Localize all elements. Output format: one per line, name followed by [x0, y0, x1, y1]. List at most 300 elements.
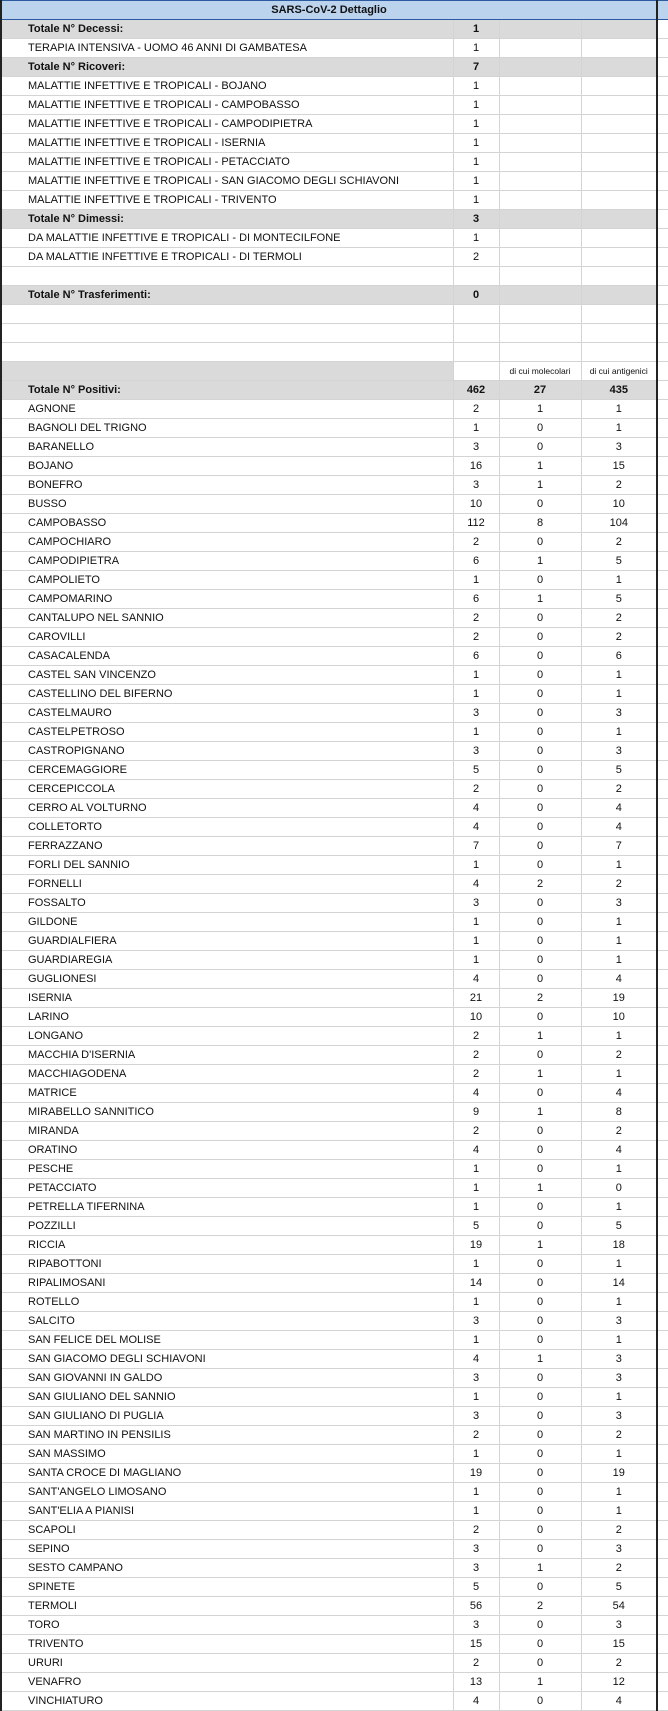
municipality-antigen: 5	[581, 1217, 657, 1236]
municipality-name: PETACCIATO	[1, 1179, 453, 1198]
municipality-total: 6	[453, 647, 499, 666]
municipality-row	[1, 856, 668, 875]
municipality-molecular: 0	[499, 913, 581, 932]
municipality-molecular: 0	[499, 970, 581, 989]
municipality-name: LONGANO	[1, 1027, 453, 1046]
cell-empty	[657, 153, 668, 172]
cell-empty	[657, 438, 668, 457]
municipality-row	[1, 970, 668, 989]
municipality-row	[1, 419, 668, 438]
municipality-row	[1, 590, 668, 609]
municipality-molecular: 0	[499, 894, 581, 913]
municipality-row	[1, 894, 668, 913]
municipality-name: MACCHIA D'ISERNIA	[1, 1046, 453, 1065]
deaths-item-row	[1, 39, 668, 58]
municipality-antigen: 1	[581, 1160, 657, 1179]
municipality-name: PESCHE	[1, 1160, 453, 1179]
discharged-item-name: DA MALATTIE INFETTIVE E TROPICALI - DI TERMOLI	[1, 248, 453, 267]
cell-empty	[657, 324, 668, 343]
cell-empty	[657, 1692, 668, 1711]
cell-empty	[657, 191, 668, 210]
cell-empty	[499, 248, 581, 267]
municipality-antigen: 1	[581, 685, 657, 704]
municipality-antigen: 2	[581, 1122, 657, 1141]
municipality-molecular: 1	[499, 1103, 581, 1122]
municipality-total: 1	[453, 932, 499, 951]
municipality-molecular: 1	[499, 1350, 581, 1369]
municipality-total: 10	[453, 1008, 499, 1027]
municipality-antigen: 3	[581, 1350, 657, 1369]
cell-empty	[657, 818, 668, 837]
municipality-row	[1, 723, 668, 742]
positives-total-label: Totale N° Positivi:	[1, 381, 453, 400]
cell-empty	[581, 58, 657, 77]
hospitalized-item-row	[1, 77, 668, 96]
municipality-total: 1	[453, 419, 499, 438]
municipality-name: SANT'ANGELO LIMOSANO	[1, 1483, 453, 1502]
cell-empty	[657, 685, 668, 704]
cell-empty	[499, 96, 581, 115]
cell-empty	[657, 1084, 668, 1103]
municipality-antigen: 5	[581, 552, 657, 571]
deaths-total-value: 1	[453, 20, 499, 39]
municipality-total: 2	[453, 628, 499, 647]
cell-empty	[657, 723, 668, 742]
municipality-name: MIRABELLO SANNITICO	[1, 1103, 453, 1122]
municipality-row	[1, 1483, 668, 1502]
municipality-antigen: 1	[581, 1331, 657, 1350]
municipality-molecular: 0	[499, 799, 581, 818]
cell-empty	[657, 1274, 668, 1293]
municipality-total: 3	[453, 1540, 499, 1559]
cell-empty	[657, 419, 668, 438]
municipality-antigen: 0	[581, 1179, 657, 1198]
municipality-total: 1	[453, 1160, 499, 1179]
cell-empty	[657, 1255, 668, 1274]
municipality-name: SAN FELICE DEL MOLISE	[1, 1331, 453, 1350]
cell-empty	[657, 552, 668, 571]
municipality-row	[1, 932, 668, 951]
municipality-antigen: 6	[581, 647, 657, 666]
municipality-total: 1	[453, 1198, 499, 1217]
municipality-antigen: 4	[581, 1141, 657, 1160]
municipality-row	[1, 495, 668, 514]
municipality-molecular: 0	[499, 1217, 581, 1236]
municipality-name: CAMPODIPIETRA	[1, 552, 453, 571]
hospitalized-item-count: 1	[453, 153, 499, 172]
municipality-molecular: 2	[499, 989, 581, 1008]
municipality-antigen: 3	[581, 742, 657, 761]
spacer-row	[1, 324, 668, 343]
municipality-molecular: 1	[499, 590, 581, 609]
municipality-total: 2	[453, 1521, 499, 1540]
cell-empty	[657, 1122, 668, 1141]
municipality-antigen: 5	[581, 1578, 657, 1597]
municipality-total: 10	[453, 495, 499, 514]
cell-empty	[657, 1426, 668, 1445]
municipality-total: 2	[453, 1065, 499, 1084]
municipality-name: CERCEMAGGIORE	[1, 761, 453, 780]
municipality-antigen: 1	[581, 723, 657, 742]
municipality-row	[1, 1255, 668, 1274]
municipality-antigen: 4	[581, 818, 657, 837]
municipality-total: 4	[453, 875, 499, 894]
discharged-total-label: Totale N° Dimessi:	[1, 210, 453, 229]
discharged-total-value: 3	[453, 210, 499, 229]
hospitalized-item-row	[1, 96, 668, 115]
municipality-molecular: 0	[499, 1331, 581, 1350]
municipality-molecular: 0	[499, 647, 581, 666]
municipality-antigen: 1	[581, 400, 657, 419]
cell-empty	[499, 134, 581, 153]
municipality-antigen: 18	[581, 1236, 657, 1255]
municipality-antigen: 4	[581, 799, 657, 818]
municipality-total: 9	[453, 1103, 499, 1122]
municipality-total: 1	[453, 1255, 499, 1274]
municipality-molecular: 0	[499, 571, 581, 590]
municipality-total: 2	[453, 1027, 499, 1046]
cell-empty	[657, 1293, 668, 1312]
cell-empty	[657, 1483, 668, 1502]
municipality-antigen: 3	[581, 1312, 657, 1331]
hospitalized-item-name: MALATTIE INFETTIVE E TROPICALI - CAMPOBASSO	[1, 96, 453, 115]
municipality-row	[1, 761, 668, 780]
municipality-molecular: 0	[499, 1426, 581, 1445]
municipality-molecular: 0	[499, 837, 581, 856]
transfers-total-label: Totale N° Trasferimenti:	[1, 286, 453, 305]
municipality-row	[1, 1521, 668, 1540]
municipality-total: 3	[453, 476, 499, 495]
municipality-total: 14	[453, 1274, 499, 1293]
cell-empty	[453, 324, 499, 343]
municipality-molecular: 0	[499, 1312, 581, 1331]
cell-empty	[499, 153, 581, 172]
municipality-antigen: 5	[581, 590, 657, 609]
cell-empty	[657, 742, 668, 761]
municipality-total: 1	[453, 1293, 499, 1312]
municipality-total: 1	[453, 1331, 499, 1350]
municipality-total: 5	[453, 1578, 499, 1597]
cell-empty	[453, 362, 499, 381]
cell-empty	[499, 172, 581, 191]
municipality-name: SAN GIULIANO DI PUGLIA	[1, 1407, 453, 1426]
municipality-total: 4	[453, 1350, 499, 1369]
municipality-total: 1	[453, 1388, 499, 1407]
municipality-antigen: 2	[581, 533, 657, 552]
municipality-row	[1, 1464, 668, 1483]
municipality-molecular: 1	[499, 400, 581, 419]
municipality-total: 6	[453, 590, 499, 609]
cell-empty	[657, 1141, 668, 1160]
municipality-total: 3	[453, 1312, 499, 1331]
cell-empty	[657, 875, 668, 894]
municipality-antigen: 2	[581, 780, 657, 799]
cell-empty	[657, 20, 668, 39]
municipality-total: 3	[453, 1407, 499, 1426]
municipality-antigen: 8	[581, 1103, 657, 1122]
municipality-total: 3	[453, 438, 499, 457]
cell-empty	[499, 305, 581, 324]
municipality-row	[1, 647, 668, 666]
municipality-row	[1, 1160, 668, 1179]
municipality-molecular: 0	[499, 495, 581, 514]
spacer-row	[1, 343, 668, 362]
municipality-name: CASTELMAURO	[1, 704, 453, 723]
municipality-molecular: 0	[499, 419, 581, 438]
deaths-item-name: TERAPIA INTENSIVA - UOMO 46 ANNI DI GAMBATESA	[1, 39, 453, 58]
hospitalized-item-count: 1	[453, 191, 499, 210]
municipality-total: 7	[453, 837, 499, 856]
cell-empty	[657, 932, 668, 951]
municipality-name: URURI	[1, 1654, 453, 1673]
municipality-molecular: 0	[499, 438, 581, 457]
municipality-molecular: 0	[499, 666, 581, 685]
municipality-molecular: 0	[499, 1502, 581, 1521]
cell-empty	[1, 267, 453, 286]
municipality-row	[1, 1274, 668, 1293]
municipality-total: 1	[453, 913, 499, 932]
municipality-name: FORLI DEL SANNIO	[1, 856, 453, 875]
municipality-molecular: 0	[499, 1198, 581, 1217]
municipality-name: CAMPOLIETO	[1, 571, 453, 590]
cell-empty	[657, 39, 668, 58]
municipality-name: SAN MARTINO IN PENSILIS	[1, 1426, 453, 1445]
cell-empty	[581, 229, 657, 248]
cell-empty	[657, 115, 668, 134]
municipality-name: SEPINO	[1, 1540, 453, 1559]
column-header-antigen: di cui antigenici	[581, 362, 657, 381]
municipality-antigen: 2	[581, 1654, 657, 1673]
municipality-total: 2	[453, 1654, 499, 1673]
municipality-name: VINCHIATURO	[1, 1692, 453, 1711]
municipality-row	[1, 476, 668, 495]
municipality-molecular: 1	[499, 1559, 581, 1578]
municipality-antigen: 1	[581, 951, 657, 970]
municipality-molecular: 1	[499, 457, 581, 476]
cell-empty	[657, 1198, 668, 1217]
municipality-total: 4	[453, 799, 499, 818]
municipality-antigen: 1	[581, 1502, 657, 1521]
hospitalized-item-name: MALATTIE INFETTIVE E TROPICALI - BOJANO	[1, 77, 453, 96]
cell-empty	[657, 609, 668, 628]
cell-empty	[499, 39, 581, 58]
municipality-antigen: 1	[581, 1027, 657, 1046]
municipality-molecular: 1	[499, 1179, 581, 1198]
cell-empty	[657, 989, 668, 1008]
municipality-row	[1, 1312, 668, 1331]
cell-empty	[657, 1312, 668, 1331]
municipality-name: SALCITO	[1, 1312, 453, 1331]
cell-empty	[581, 96, 657, 115]
municipality-antigen: 1	[581, 666, 657, 685]
cell-empty	[499, 286, 581, 305]
municipality-total: 4	[453, 1141, 499, 1160]
municipality-name: SAN MASSIMO	[1, 1445, 453, 1464]
cell-empty	[657, 1160, 668, 1179]
municipality-total: 1	[453, 1502, 499, 1521]
municipality-row	[1, 1198, 668, 1217]
municipality-name: SAN GIULIANO DEL SANNIO	[1, 1388, 453, 1407]
municipality-antigen: 1	[581, 856, 657, 875]
municipality-name: BAGNOLI DEL TRIGNO	[1, 419, 453, 438]
hospitalized-item-count: 1	[453, 96, 499, 115]
cell-empty	[657, 96, 668, 115]
discharged-total-row	[1, 210, 668, 229]
municipality-name: LARINO	[1, 1008, 453, 1027]
cell-empty	[657, 1540, 668, 1559]
municipality-total: 2	[453, 780, 499, 799]
spacer-row	[1, 305, 668, 324]
municipality-molecular: 0	[499, 951, 581, 970]
municipality-row	[1, 1597, 668, 1616]
cell-empty	[657, 343, 668, 362]
municipality-name: CASTROPIGNANO	[1, 742, 453, 761]
hospitalized-item-row	[1, 172, 668, 191]
cell-empty	[499, 191, 581, 210]
municipality-antigen: 7	[581, 837, 657, 856]
municipality-total: 1	[453, 685, 499, 704]
municipality-name: ROTELLO	[1, 1293, 453, 1312]
cell-empty	[581, 153, 657, 172]
cell-empty	[657, 1103, 668, 1122]
hospitalized-item-count: 1	[453, 115, 499, 134]
municipality-molecular: 0	[499, 533, 581, 552]
municipality-antigen: 2	[581, 628, 657, 647]
municipality-molecular: 0	[499, 1464, 581, 1483]
cell-empty	[499, 324, 581, 343]
cell-empty	[499, 77, 581, 96]
hospitalized-total-label: Totale N° Ricoveri:	[1, 58, 453, 77]
municipality-molecular: 1	[499, 1673, 581, 1692]
municipality-total: 16	[453, 457, 499, 476]
municipality-row	[1, 818, 668, 837]
municipality-row	[1, 1179, 668, 1198]
municipality-row	[1, 1027, 668, 1046]
cell-empty	[657, 666, 668, 685]
municipality-antigen: 19	[581, 1464, 657, 1483]
municipality-total: 3	[453, 1369, 499, 1388]
municipality-row	[1, 685, 668, 704]
municipality-total: 19	[453, 1236, 499, 1255]
municipality-name: CASTEL SAN VINCENZO	[1, 666, 453, 685]
municipality-row	[1, 951, 668, 970]
municipality-name: BOJANO	[1, 457, 453, 476]
municipality-antigen: 1	[581, 1445, 657, 1464]
cell-empty	[581, 115, 657, 134]
municipality-name: TERMOLI	[1, 1597, 453, 1616]
municipality-total: 4	[453, 1692, 499, 1711]
municipality-antigen: 2	[581, 1521, 657, 1540]
transfers-total-row	[1, 286, 668, 305]
municipality-name: FERRAZZANO	[1, 837, 453, 856]
municipality-molecular: 0	[499, 761, 581, 780]
cell-empty	[453, 343, 499, 362]
positives-total-molecular: 27	[499, 381, 581, 400]
municipality-antigen: 3	[581, 1540, 657, 1559]
municipality-molecular: 1	[499, 552, 581, 571]
municipality-antigen: 2	[581, 609, 657, 628]
municipality-name: VENAFRO	[1, 1673, 453, 1692]
municipality-antigen: 1	[581, 1388, 657, 1407]
cell-empty	[581, 324, 657, 343]
cell-empty	[1, 324, 453, 343]
municipality-row	[1, 1141, 668, 1160]
municipality-row	[1, 1445, 668, 1464]
municipality-row	[1, 989, 668, 1008]
cell-empty	[657, 77, 668, 96]
municipality-antigen: 2	[581, 1046, 657, 1065]
municipality-total: 13	[453, 1673, 499, 1692]
municipality-antigen: 5	[581, 761, 657, 780]
municipality-total: 4	[453, 970, 499, 989]
cell-empty	[657, 305, 668, 324]
municipality-total: 2	[453, 400, 499, 419]
municipality-name: CANTALUPO NEL SANNIO	[1, 609, 453, 628]
discharged-item-count: 1	[453, 229, 499, 248]
municipality-antigen: 3	[581, 704, 657, 723]
cell-empty	[581, 286, 657, 305]
municipality-antigen: 1	[581, 571, 657, 590]
municipality-molecular: 8	[499, 514, 581, 533]
cell-empty	[581, 191, 657, 210]
municipality-molecular: 0	[499, 1521, 581, 1540]
municipality-antigen: 1	[581, 1065, 657, 1084]
municipality-molecular: 0	[499, 932, 581, 951]
cell-empty	[657, 1578, 668, 1597]
cell-empty	[657, 1616, 668, 1635]
hospitalized-item-row	[1, 115, 668, 134]
municipality-antigen: 4	[581, 1084, 657, 1103]
municipality-molecular: 1	[499, 476, 581, 495]
cell-empty	[657, 837, 668, 856]
municipality-molecular: 0	[499, 1445, 581, 1464]
cell-empty	[581, 39, 657, 58]
municipality-antigen: 2	[581, 476, 657, 495]
municipality-name: CASACALENDA	[1, 647, 453, 666]
municipality-row	[1, 533, 668, 552]
municipality-total: 5	[453, 1217, 499, 1236]
cell-empty	[1, 362, 453, 381]
cell-empty	[657, 476, 668, 495]
municipality-total: 1	[453, 856, 499, 875]
municipality-molecular: 0	[499, 1616, 581, 1635]
municipality-row	[1, 799, 668, 818]
municipality-antigen: 4	[581, 1692, 657, 1711]
cell-empty	[1, 305, 453, 324]
municipality-antigen: 3	[581, 1369, 657, 1388]
cell-empty	[499, 210, 581, 229]
municipality-antigen: 4	[581, 970, 657, 989]
municipality-row	[1, 913, 668, 932]
cell-empty	[657, 134, 668, 153]
cell-empty	[657, 761, 668, 780]
cell-empty	[657, 514, 668, 533]
municipality-antigen: 54	[581, 1597, 657, 1616]
cell-empty	[657, 571, 668, 590]
cell-empty	[657, 362, 668, 381]
municipality-row	[1, 1217, 668, 1236]
cell-empty	[657, 1559, 668, 1578]
municipality-row	[1, 1559, 668, 1578]
municipality-total: 1	[453, 571, 499, 590]
municipality-antigen: 3	[581, 1407, 657, 1426]
municipality-name: COLLETORTO	[1, 818, 453, 837]
municipality-name: ISERNIA	[1, 989, 453, 1008]
municipality-total: 2	[453, 1426, 499, 1445]
municipality-molecular: 0	[499, 1160, 581, 1179]
municipality-name: CERCEPICCOLA	[1, 780, 453, 799]
cell-empty	[657, 951, 668, 970]
